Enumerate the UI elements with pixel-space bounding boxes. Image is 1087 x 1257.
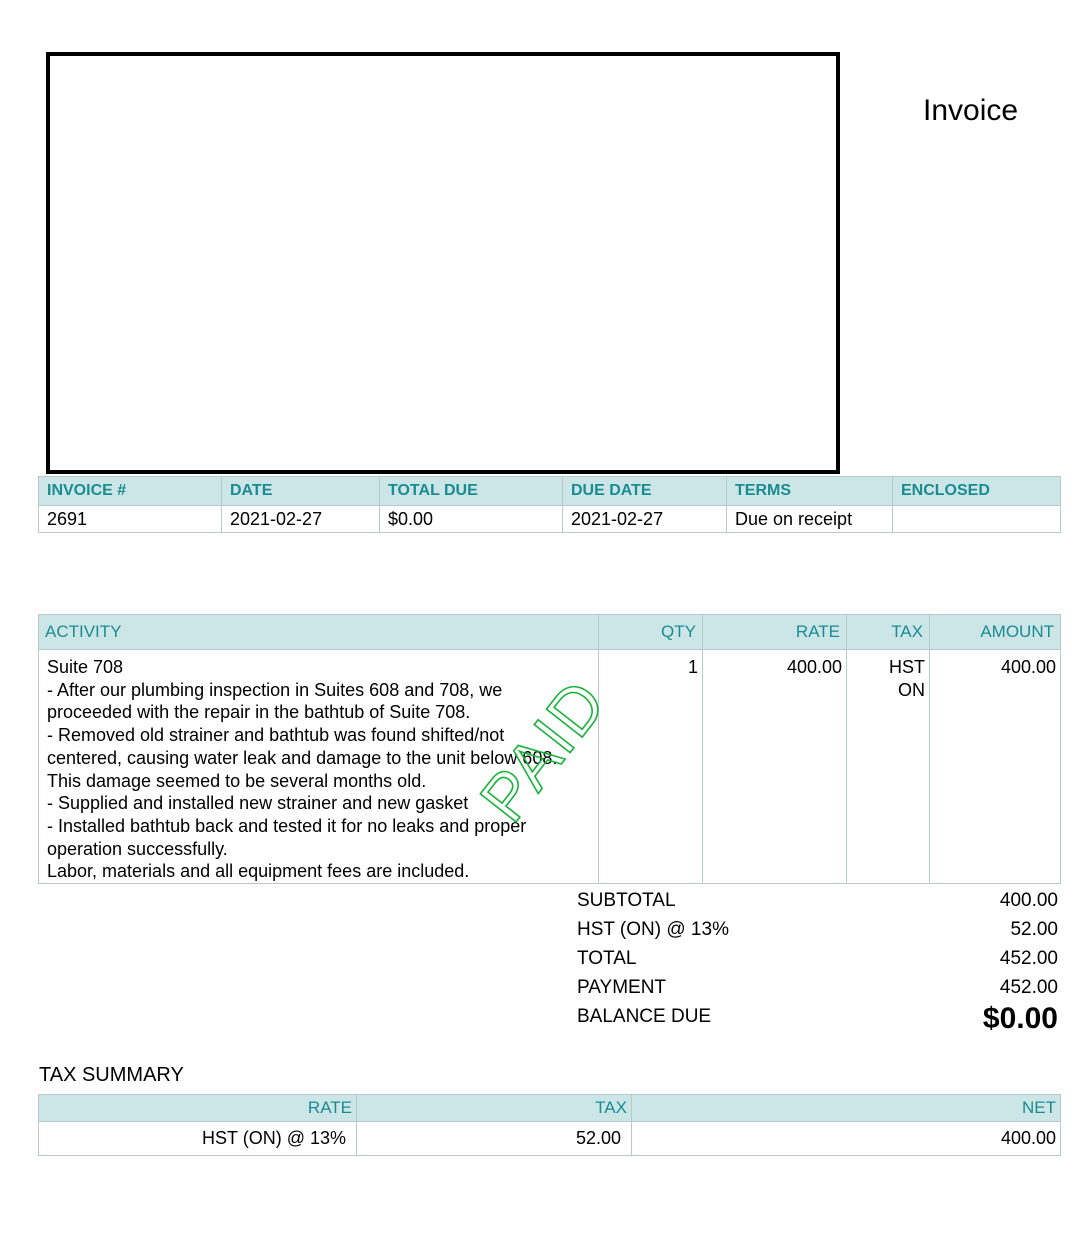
tax-row (577, 919, 1058, 948)
totals-section (577, 890, 1058, 1035)
tax-value: 52.00 (1010, 919, 1058, 940)
activity-row (39, 650, 1061, 884)
balance-value: $0.00 (982, 1002, 1058, 1035)
activity-header-row (39, 615, 1061, 650)
subtotal-label: SUBTOTAL (577, 890, 676, 911)
paid-stamp: PAID (465, 665, 621, 835)
tax-summary-title: TAX SUMMARY (39, 1064, 184, 1086)
tax-summary-header-row (39, 1095, 1061, 1122)
subtotal-row (577, 890, 1058, 919)
document-title: Invoice (923, 94, 1019, 127)
tax-summary-net: 400.00 (632, 1122, 1061, 1156)
subtotal-value: 400.00 (999, 890, 1058, 911)
meta-header-row (39, 477, 1061, 506)
meta-header-total-due: TOTAL DUE (380, 477, 563, 506)
tax-summary-tax: 52.00 (357, 1122, 632, 1156)
meta-value-row (39, 506, 1061, 533)
activity-qty: 1 (599, 650, 703, 884)
activity-header-activity: ACTIVITY (39, 615, 599, 650)
tax-summary-header-rate: RATE (39, 1095, 357, 1122)
enclosed (893, 506, 1061, 533)
activity-amount: 400.00 (930, 650, 1061, 884)
tax-summary-table (38, 1094, 1061, 1156)
activity-header-tax: TAX (847, 615, 930, 650)
total-label: TOTAL (577, 948, 637, 969)
tax-summary-header-tax: TAX (357, 1095, 632, 1122)
tax-summary-header-net: NET (632, 1095, 1061, 1122)
meta-header-enclosed: ENCLOSED (893, 477, 1061, 506)
total-value: 452.00 (999, 948, 1058, 969)
invoice-meta-table (38, 476, 1061, 533)
activity-tax: HST ON (847, 650, 930, 884)
meta-header-due-date: DUE DATE (563, 477, 727, 506)
logo-placeholder (46, 52, 840, 474)
total-row (577, 948, 1058, 977)
invoice-date: 2021-02-27 (222, 506, 380, 533)
activity-header-rate: RATE (703, 615, 847, 650)
tax-summary-row (39, 1122, 1061, 1156)
meta-header-terms: TERMS (727, 477, 893, 506)
tax-summary-rate: HST (ON) @ 13% (39, 1122, 357, 1156)
payment-value: 452.00 (999, 977, 1058, 998)
balance-label: BALANCE DUE (577, 1006, 712, 1027)
meta-header-invoice-number: INVOICE # (39, 477, 222, 506)
total-due: $0.00 (380, 506, 563, 533)
activity-description: - After our plumbing inspection in Suites 608 and 708, we proceeded with the repair in the bathtub of Suite 708. - Removed old strainer and bathtub was found shifted/not centered, causing water leak and damage to the unit below 608. This damage seemed to be several months old. - Supplied and installed new strainer and new gasket - Installed bathtub back and tested it for no leaks and proper operation successfully. Labor, materials and all equipment fees are included. (47, 679, 558, 882)
activity-header-amount: AMOUNT (930, 615, 1061, 650)
activity-cell (39, 650, 599, 884)
meta-header-date: DATE (222, 477, 380, 506)
terms: Due on receipt (727, 506, 893, 533)
activity-rate: 400.00 (703, 650, 847, 884)
invoice-number: 2691 (39, 506, 222, 533)
activity-header-qty: QTY (599, 615, 703, 650)
tax-label: HST (ON) @ 13% (577, 919, 729, 940)
balance-row (577, 1002, 1058, 1035)
payment-label: PAYMENT (577, 977, 667, 998)
activity-table (38, 614, 1061, 884)
due-date: 2021-02-27 (563, 506, 727, 533)
activity-title: Suite 708 (47, 657, 124, 677)
